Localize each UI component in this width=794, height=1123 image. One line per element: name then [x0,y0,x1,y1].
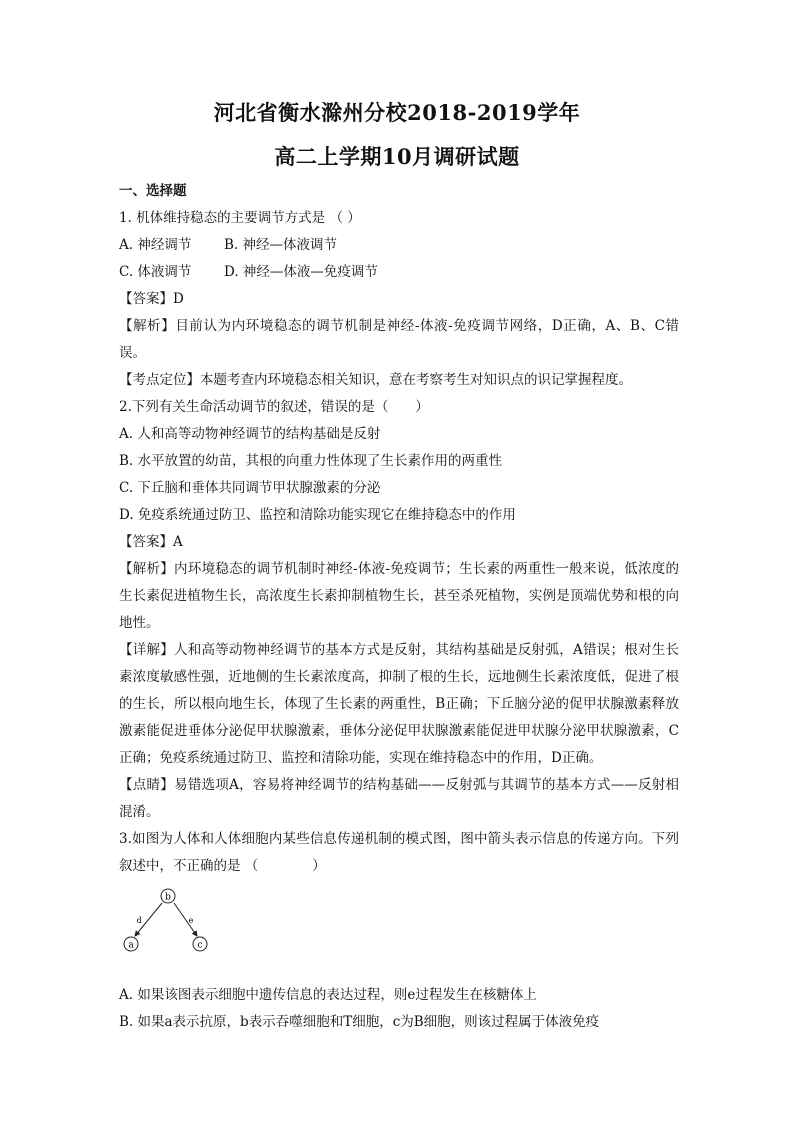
q2-stem: 2.下列有关生命活动调节的叙述，错误的是（ ） [119,399,429,415]
q3-option-b: B. 如果a表示抗原，b表示吞噬细胞和T细胞，c为B细胞，则该过程属于体液免疫 [119,1014,600,1030]
q2-note: 【点睛】易错选项A，容易将神经调节的结构基础——反射弧与其调节的基本方式——反射相混淆。 [119,777,679,820]
q1-options-row1 [119,232,679,259]
document-title-line2: 高二上学期10月调研试题 [274,144,520,169]
q2-option-c: C. 下丘脑和垂体共同调节甲状腺激素的分泌 [119,480,381,496]
node-c-label: c [197,940,203,951]
edge-d-label: d [136,916,142,925]
q1-analysis: 【解析】目前认为内环境稳态的调节机制是神经-体液-免疫调节网络，D正确，A、B、C错误。 [119,318,679,361]
q1-option-d: D. 神经—体液—免疫调节 [224,264,378,280]
document-body [119,178,679,1036]
q1-answer: 【答案】D [119,291,184,307]
document-title-line1: 河北省衡水滁州分校2018-2019学年 [213,100,581,125]
q1-option-b: B. 神经—体液调节 [224,237,338,253]
arrow-e [174,903,197,936]
q1-point: 【考点定位】本题考查内环境稳态相关知识，意在考察考生对知识点的识记掌握程度。 [119,372,632,388]
q1-option-c: C. 体液调节 [119,264,192,280]
q2-detail: 【详解】人和高等动物神经调节的基本方式是反射，其结构基础是反射弧，A错误；根对生长素浓度敏感性强，近地侧的生长素浓度高，抑制了根的生长，远地侧生长素浓度低，促进了根的生长，所以根向地生长，体现了生长素的两重性，B正确；下丘脑分泌的促甲状腺激素释放激素能促进垂体分泌促甲状腺激素，垂体分泌促甲状腺激素能促进甲状腺分泌甲状腺激素，C正确；免疫系统通过防卫、监控和清除功能，实现在维持稳态中的作用，D正确。 [119,642,679,766]
section-heading: 一、选择题 [119,183,187,199]
q3-option-a: A. 如果该图表示细胞中遗传信息的表达过程，则e过程发生在核糖体上 [119,987,537,1003]
q3-diagram [119,884,679,982]
node-a-label: a [128,940,134,951]
q1-stem: 1. 机体维持稳态的主要调节方式是 （ ） [119,210,361,226]
q1-options-row2 [119,259,679,286]
q1-option-a: A. 神经调节 [119,237,192,253]
q2-answer: 【答案】A [119,534,183,550]
q2-option-d: D. 免疫系统通过防卫、监控和清除功能实现它在维持稳态中的作用 [119,507,516,523]
q3-stem: 3.如图为人体和人体细胞内某些信息传递机制的模式图，图中箭头表示信息的传递方向。下列叙述中，不正确的是 （ ） [119,831,679,874]
q2-analysis: 【解析】内环境稳态的调节机制时神经-体液-免疫调节；生长素的两重性一般来说，低浓度的生长素促进植物生长，高浓度生长素抑制植物生长，甚至杀死植物，实例是顶端优势和根的向地性。 [119,561,679,631]
q2-option-a: A. 人和高等动物神经调节的结构基础是反射 [119,426,381,442]
q2-option-b: B. 水平放置的幼苗，其根的向重力性体现了生长素作用的两重性 [119,453,503,469]
q3-diagram-svg [119,884,229,980]
node-b-label: b [165,892,171,903]
edge-e-label: e [188,916,194,925]
